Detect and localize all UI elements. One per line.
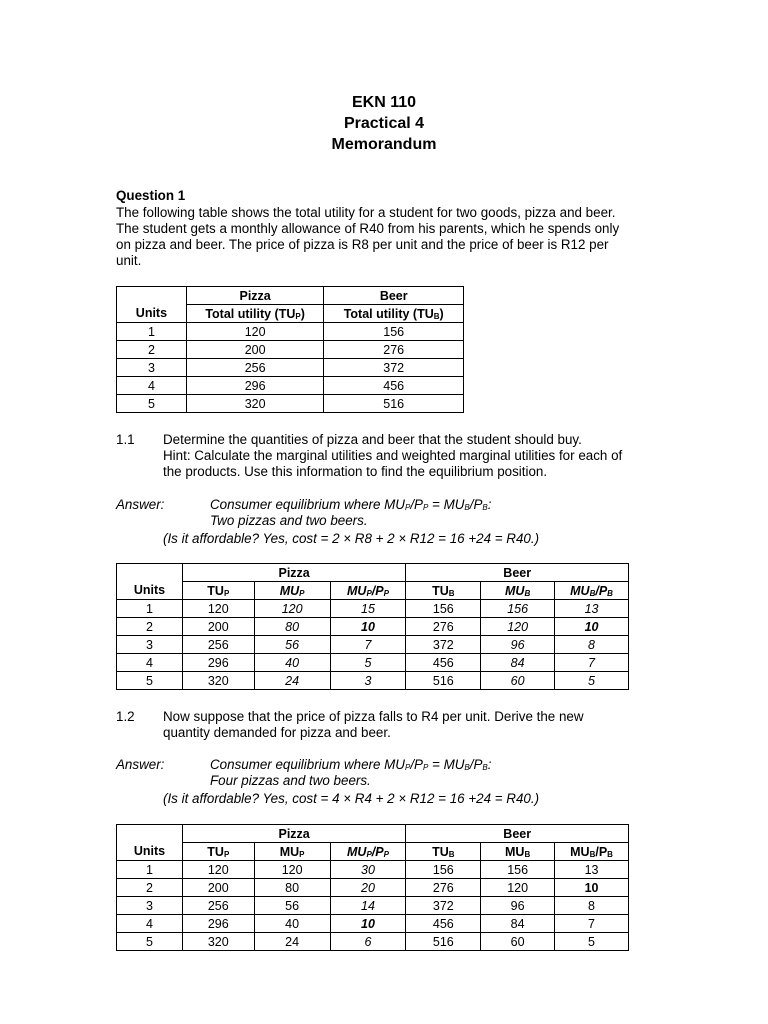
intro-line-3: on pizza and beer. The price of pizza is R8 per unit and the price of beer is R12 per [116, 237, 609, 252]
pizza-header: Pizza [186, 287, 324, 305]
q1-2-answer-label: Answer: [116, 757, 165, 772]
units-header: Units [117, 843, 183, 861]
mu-b-header: $MU_B$ [481, 843, 555, 861]
q1-1-answer-affordability: (Is it affordable? Yes, cost = 2 × R8 + 2 × R12 = 16 +24 = R40.) [163, 531, 540, 546]
table-row: 3 256 56 14 372 96 8 [117, 897, 629, 915]
units-header: Units [117, 582, 183, 600]
q1-1-answer-equilibrium: Consumer equilibrium where $MU_P/P_P = MU_B/P_B$: [210, 497, 492, 512]
mu-b-header: $MU_B$ [481, 582, 555, 600]
tu-pizza-header: Total utility $(TU_P)$ [186, 305, 324, 323]
tu-beer-header: Total utility $(TU_B)$ [324, 305, 464, 323]
q1-2-answer-equilibrium: Consumer equilibrium where $MU_P/P_P = MU_B/P_B$: [210, 757, 492, 772]
mu-b-price-header: $MU_B/P_B$ [555, 843, 629, 861]
course-code: EKN 110 [351, 94, 417, 111]
new-price-utility-table [116, 824, 629, 951]
practical-title: Practical 4 [343, 115, 425, 132]
table-row: 3 256 372 [117, 359, 464, 377]
mu-p-header: $MU_P$ [254, 843, 330, 861]
mu-p-header: $MU_P$ [254, 582, 330, 600]
q1-1-answer-quantity: Two pizzas and two beers. [210, 513, 368, 528]
utility-table [116, 286, 464, 413]
q1-2-answer-quantity: Four pizzas and two beers. [210, 773, 371, 788]
table-row: 3 256 56 7 372 96 8 [117, 636, 629, 654]
intro-line-4: unit. [116, 253, 142, 268]
q1-2-line-1: Now suppose that the price of pizza falls to R4 per unit. Derive the new [163, 709, 584, 724]
table-row: 5 320 516 [117, 395, 464, 413]
table-row: 2 200 80 20 276 120 10 [117, 879, 629, 897]
mu-p-price-header: $MU_P/P_P$ [330, 582, 406, 600]
units-header: Units [117, 305, 187, 323]
beer-header: Beer [324, 287, 464, 305]
intro-line-2: The student gets a monthly allowance of R40 from his parents, which he spends only [116, 221, 620, 236]
pizza-header: Pizza [182, 825, 406, 843]
table-row: 4 296 40 10 456 84 7 [117, 915, 629, 933]
marginal-utility-table [116, 563, 629, 690]
beer-header: Beer [406, 825, 629, 843]
table-row: 1 120 120 30 156 156 13 [117, 861, 629, 879]
table-row: 5 320 24 3 516 60 5 [117, 672, 629, 690]
beer-header: Beer [406, 564, 629, 582]
q1-2-answer-affordability: (Is it affordable? Yes, cost = 4 × R4 + 2 × R12 = 16 +24 = R40.) [163, 791, 540, 806]
tu-b-header: $TU_B$ [406, 582, 481, 600]
table-row: 4 296 456 [117, 377, 464, 395]
question-1-heading: Question 1 [116, 188, 186, 203]
pizza-header: Pizza [182, 564, 406, 582]
q1-1-line-3: the products. Use this information to find the equilibrium position. [163, 464, 548, 479]
q1-1-number: 1.1 [116, 432, 135, 447]
q1-1-answer-label: Answer: [116, 497, 165, 512]
mu-p-price-header: $MU_P/P_P$ [330, 843, 406, 861]
tu-b-header: $TU_B$ [406, 843, 481, 861]
table-row: 2 200 80 10 276 120 10 [117, 618, 629, 636]
q1-1-line-1: Determine the quantities of pizza and beer that the student should buy. [163, 432, 582, 447]
tu-p-header: $TU_P$ [182, 582, 254, 600]
q1-1-line-2: Hint: Calculate the marginal utilities and weighted marginal utilities for each of [163, 448, 623, 463]
table-row: 5 320 24 6 516 60 5 [117, 933, 629, 951]
table-row: 1 120 120 15 156 156 13 [117, 600, 629, 618]
q1-2-line-2: quantity demanded for pizza and beer. [163, 725, 391, 740]
table-row: 1 120 156 [117, 323, 464, 341]
memorandum-title: Memorandum [331, 136, 437, 153]
q1-2-number: 1.2 [116, 709, 135, 724]
intro-line-1: The following table shows the total utility for a student for two goods, pizza and beer. [116, 205, 616, 220]
table-row: 2 200 276 [117, 341, 464, 359]
mu-b-price-header: $MU_B/P_B$ [555, 582, 629, 600]
table-row: 4 296 40 5 456 84 7 [117, 654, 629, 672]
tu-p-header: $TU_P$ [182, 843, 254, 861]
